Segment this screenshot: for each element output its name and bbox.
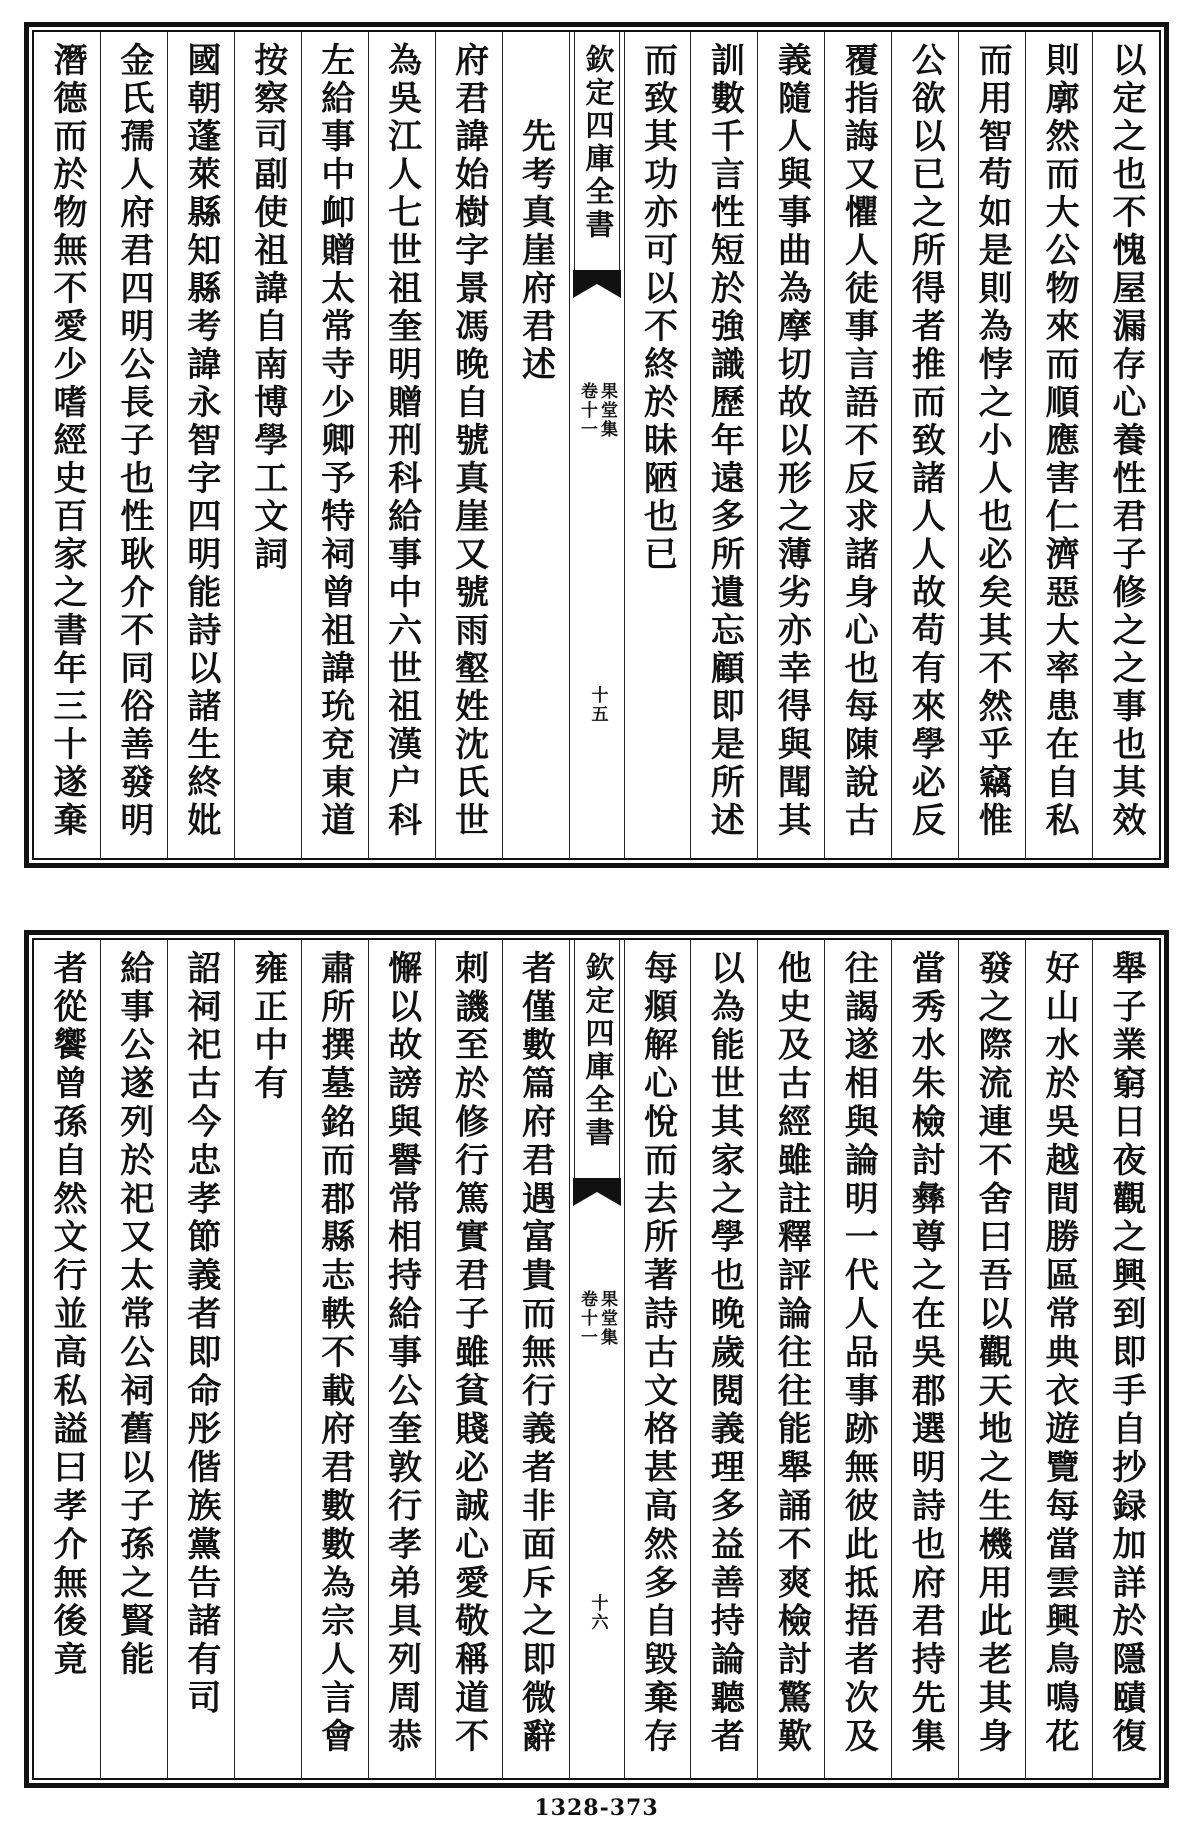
collection-title: 欽定四庫全書	[581, 44, 616, 242]
page-frame	[32, 30, 1161, 860]
text-column	[502, 32, 569, 858]
text-column	[757, 940, 824, 1778]
column-text: 懈以故謗與譽常相持給事公奎敦行孝弟具列周恭	[381, 950, 422, 1757]
folio-number: 十五	[587, 686, 608, 724]
text-column	[690, 940, 757, 1778]
text-column	[234, 940, 301, 1778]
folio-number: 十六	[587, 1594, 608, 1632]
collection-title: 欽定四庫全書	[581, 952, 616, 1150]
text-column	[891, 32, 958, 858]
fishtail-mark-icon	[573, 1178, 621, 1208]
column-text: 按察司副使祖諱自南博學工文詞	[247, 42, 288, 574]
column-text: 給事公遂列於祀又太常公祠舊以子孫之賢能	[113, 950, 154, 1680]
column-text: 金氏孺人府君四明公長子也性耿介不同俗善發明	[113, 42, 154, 840]
column-text: 刺譏至於修行篤實君子雖貧賤必誠心愛敬稱道不	[448, 950, 489, 1757]
text-column	[624, 940, 691, 1778]
column-text: 覆指誨又懼人徒事言語不反求諸身心也每陳說古	[838, 42, 879, 840]
page-panel-bottom	[24, 930, 1169, 1788]
column-text: 而用智苟如是則為悖之小人也必矣其不然乎竊惟	[972, 42, 1013, 840]
text-column	[1025, 940, 1092, 1778]
text-column	[368, 32, 435, 858]
column-text: 以定之也不愧屋漏存心養性君子修之之事也其效	[1106, 42, 1147, 840]
text-column	[1092, 32, 1159, 858]
gutter-rule	[574, 32, 575, 272]
page-frame	[32, 938, 1161, 1780]
text-column	[167, 32, 234, 858]
text-column	[234, 32, 301, 858]
text-column	[502, 940, 569, 1778]
fishtail-mark-icon	[573, 270, 621, 300]
text-column	[167, 940, 234, 1778]
volume-label: 卷十一	[577, 1290, 597, 1347]
gutter-rule	[574, 940, 575, 1180]
column-text: 則廓然而大公物來而順應害仁濟惡大率患在自私	[1039, 42, 1080, 840]
column-text: 而致其功亦可以不終於昧陋也已	[637, 42, 678, 574]
volume-label: 卷十一	[577, 382, 597, 439]
column-text: 以為能世其家之學也晚歲閱義理多益善持論聽者	[704, 950, 745, 1757]
text-column	[824, 940, 891, 1778]
column-text: 國朝蓬萊縣知縣考諱永智字四明能詩以諸生終妣	[180, 42, 221, 840]
text-column	[435, 940, 502, 1778]
column-text: 雍正中有	[247, 950, 288, 1104]
column-text: 者僅數篇府君遇富貴而無行義者非面斥之即微辭	[515, 950, 556, 1757]
column-text: 潛德而於物無不愛少嗜經史百家之書年三十遂棄	[46, 42, 87, 840]
column-text: 詔祠祀古今忠孝節義者即命彤偕族黨告諸有司	[180, 950, 221, 1718]
section-heading: 先考真崖府君述	[515, 118, 556, 384]
text-column	[368, 940, 435, 1778]
column-row	[34, 940, 1159, 1778]
center-gutter	[569, 940, 624, 1778]
text-column	[891, 940, 958, 1778]
column-row	[34, 32, 1159, 858]
column-text: 府君諱始樹字景馮晚自號真崖又號雨壑姓沈氏世	[448, 42, 489, 840]
text-column	[34, 940, 100, 1778]
column-text: 往謁遂相與論明一代人品事跡無彼此抵捂者次及	[838, 950, 879, 1757]
gutter-rule	[619, 940, 620, 1180]
text-column	[958, 32, 1025, 858]
column-text: 訓數千言性短於強識歷年遠多所遺忘顧即是所述	[704, 42, 745, 840]
column-text: 左給事中卹贈太常寺少卿予特祠曾祖諱玧兗東道	[314, 42, 355, 840]
column-text: 義隨人與事曲為摩切故以形之薄劣亦幸得與聞其	[771, 42, 812, 840]
text-column	[100, 940, 167, 1778]
text-column	[301, 32, 368, 858]
text-column	[757, 32, 824, 858]
text-column	[435, 32, 502, 858]
page-panel-top	[24, 22, 1169, 868]
text-column	[624, 32, 691, 858]
column-text: 每頫解心悅而去所著詩古文格甚高然多自毀棄存	[637, 950, 678, 1757]
text-column	[100, 32, 167, 858]
book-volume-label	[570, 1290, 624, 1347]
text-column	[958, 940, 1025, 1778]
gutter-rule	[619, 32, 620, 272]
text-column	[34, 32, 100, 858]
text-column	[1025, 32, 1092, 858]
page-code: 1328-373	[534, 1795, 659, 1821]
text-column	[690, 32, 757, 858]
column-text: 公欲以已之所得者推而致諸人人故苟有來學必反	[905, 42, 946, 840]
column-text: 為吳江人七世祖奎明贈刑科給事中六世祖漢户科	[381, 42, 422, 840]
column-text: 他史及古經雖註釋評論往往能舉誦不爽檢討驚歎	[771, 950, 812, 1757]
center-gutter	[569, 32, 624, 858]
column-text: 肅所撰墓銘而郡縣志軼不載府君數數為宗人言會	[314, 950, 355, 1757]
book-title: 果堂集	[597, 1290, 617, 1347]
column-text: 發之際流連不舍曰吾以觀天地之生機用此老其身	[972, 950, 1013, 1757]
column-text: 舉子業窮日夜觀之興到即手自抄録加詳於隱賾復	[1106, 950, 1147, 1757]
text-column	[1092, 940, 1159, 1778]
book-volume-label	[570, 382, 624, 439]
column-text: 當秀水朱檢討彝尊之在吳郡選明詩也府君持先集	[905, 950, 946, 1757]
column-text: 者從饗曾孫自然文行並高私謚曰孝介無後竟	[46, 950, 87, 1680]
book-title: 果堂集	[597, 382, 617, 439]
text-column	[824, 32, 891, 858]
text-column	[301, 940, 368, 1778]
column-text: 好山水於吳越間勝區常典衣遊覽每當雲興鳥鳴花	[1039, 950, 1080, 1757]
